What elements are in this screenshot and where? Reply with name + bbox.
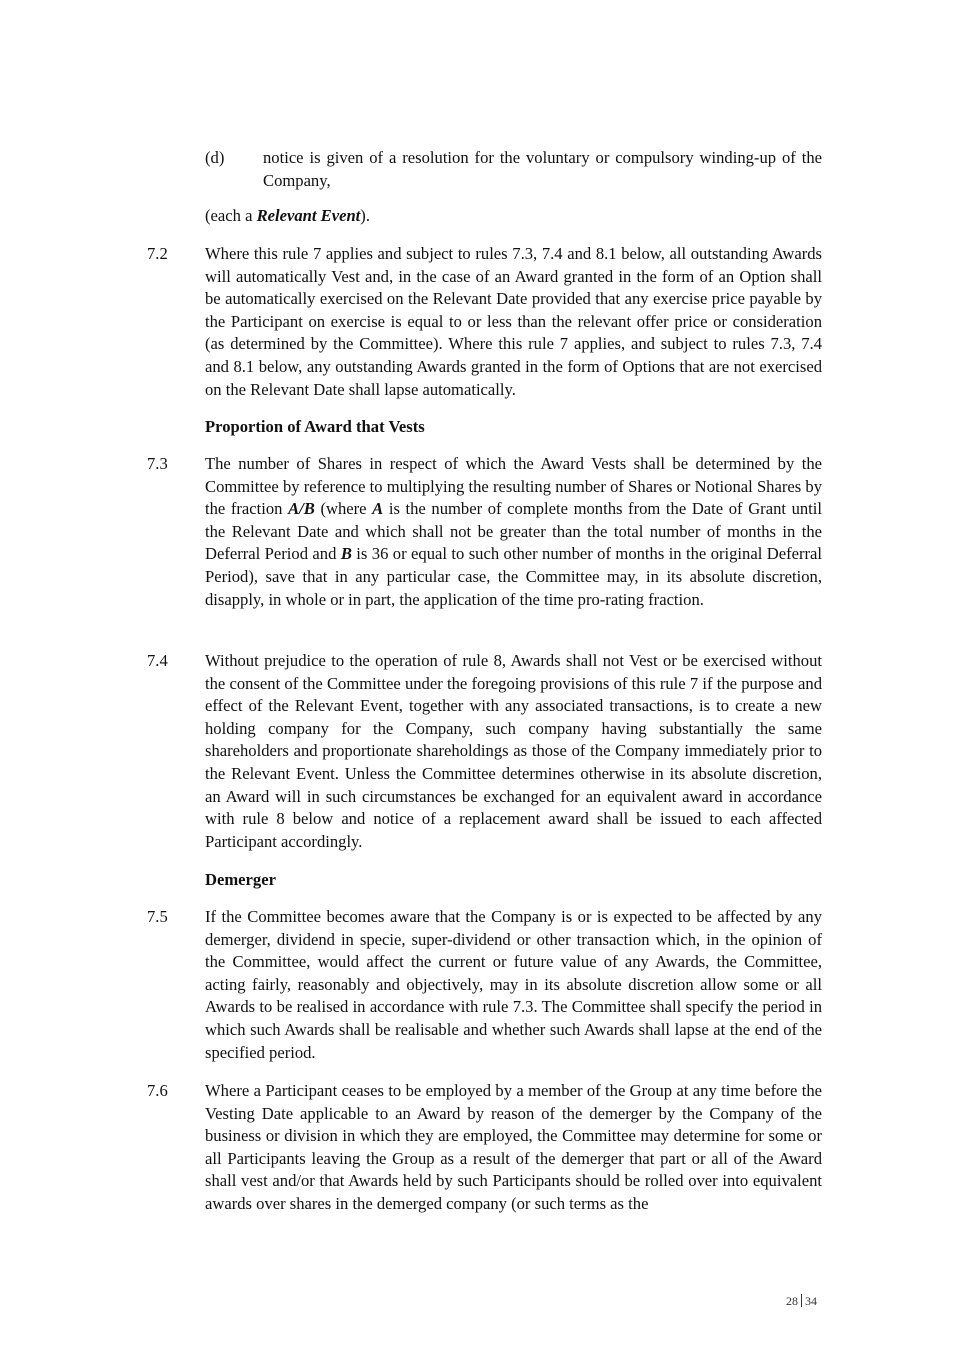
rule-7-5-text: If the Committee becomes aware that the Company is or is expected to be affected by any demerger, dividend in specie, super-dividend or other transaction which, in the opinion of the Committee, would affect the current or future value of any Awards, the Committee, acting fairly, reasonably and objectively, may in its absolute discretion allow some or all Awards to be realised in accordance with rule 7.3. The Committee shall specify the period in which such Awards shall be realisable and whether such Awards shall lapse at the end of the specified period. (205, 907, 822, 1062)
rule-7-3-text (205, 453, 822, 611)
clause-d-marker: (d) (205, 148, 225, 167)
fraction-a-b: A/B (288, 499, 315, 519)
rule-7-4-number: 7.4 (147, 651, 168, 670)
each-a-prefix: (each a (205, 206, 257, 225)
page-current: 28 (786, 1294, 798, 1308)
rule-7-6-text: Where a Participant ceases to be employed by a member of the Group at any time before the Vesting Date applicable to an Award by reason of the demerger by the Company of the business or division in which they are employed, the Committee may determine for some or all Participants leaving the Group as a result of the demerger that part or all of the Award shall vest and/or that Awards held by such Participants should be rolled over into equivalent awards over shares in the demerged company (or such terms as the (205, 1081, 822, 1213)
page-number (786, 1293, 817, 1309)
variable-a: A (372, 499, 384, 519)
rule-7-2-number: 7.2 (147, 244, 168, 263)
relevant-event-definition (205, 205, 370, 228)
rule-7-5-number: 7.5 (147, 907, 168, 926)
variable-b: B (340, 544, 352, 564)
rule-7-6-number: 7.6 (147, 1081, 168, 1100)
heading-demerger: Demerger (205, 870, 276, 889)
relevant-event-term: Relevant Event (256, 206, 361, 225)
rule-7-3-text-4: is 36 or equal to such other number of months in the original Deferral Period), save that in any particular case, the Committee may, in its absolute discretion, disapply, in whole or in part, the application of the time pro-rating fraction. (205, 544, 822, 609)
rule-7-3-number: 7.3 (147, 454, 168, 473)
page-separator (801, 1294, 802, 1307)
heading-proportion-of-award: Proportion of Award that Vests (205, 417, 425, 436)
page-total: 34 (805, 1294, 817, 1308)
rule-7-2-text: Where this rule 7 applies and subject to rules 7.3, 7.4 and 8.1 below, all outstanding Awards will automatically Vest and, in the case of an Award granted in the form of an Option shall be automatically exercised on the Relevant Date provided that any exercise price payable by the Participant on exercise is equal to or less than the relevant offer price or consideration (as determined by the Committee). Where this rule 7 applies, and subject to rules 7.3, 7.4 and 8.1 below, any outstanding Awards granted in the form of Options that are not exercised on the Relevant Date shall lapse automatically. (205, 244, 822, 399)
clause-d-text: notice is given of a resolution for the voluntary or compulsory winding-up of the Company, (263, 148, 822, 190)
rule-7-3-text-1: The number of Shares in respect of which the Award Vests shall be determined by the Committee by reference to multiplying the resulting number of Shares or Notional Shares by the fraction (205, 454, 822, 519)
each-a-suffix: ). (360, 206, 370, 225)
rule-7-4-text: Without prejudice to the operation of rule 8, Awards shall not Vest or be exercised without the consent of the Committee under the foregoing provisions of this rule 7 if the purpose and effect of the Relevant Event, together with any associated transactions, is to create a new holding company for the Company, such company having substantially the same shareholders and proportionate shareholdings as those of the Company immediately prior to the Relevant Event. Unless the Committee determines otherwise in its absolute discretion, an Award will in such circumstances be exchanged for an equivalent award in accordance with rule 8 below and notice of a replacement award shall be issued to each affected Participant accordingly. (205, 651, 822, 851)
rule-7-3-text-3: is the number of complete months from the Date of Grant until the Relevant Date and which shall not be greater than the total number of months in the Deferral Period and (205, 499, 823, 564)
rule-7-3-text-2: (where (314, 499, 373, 519)
